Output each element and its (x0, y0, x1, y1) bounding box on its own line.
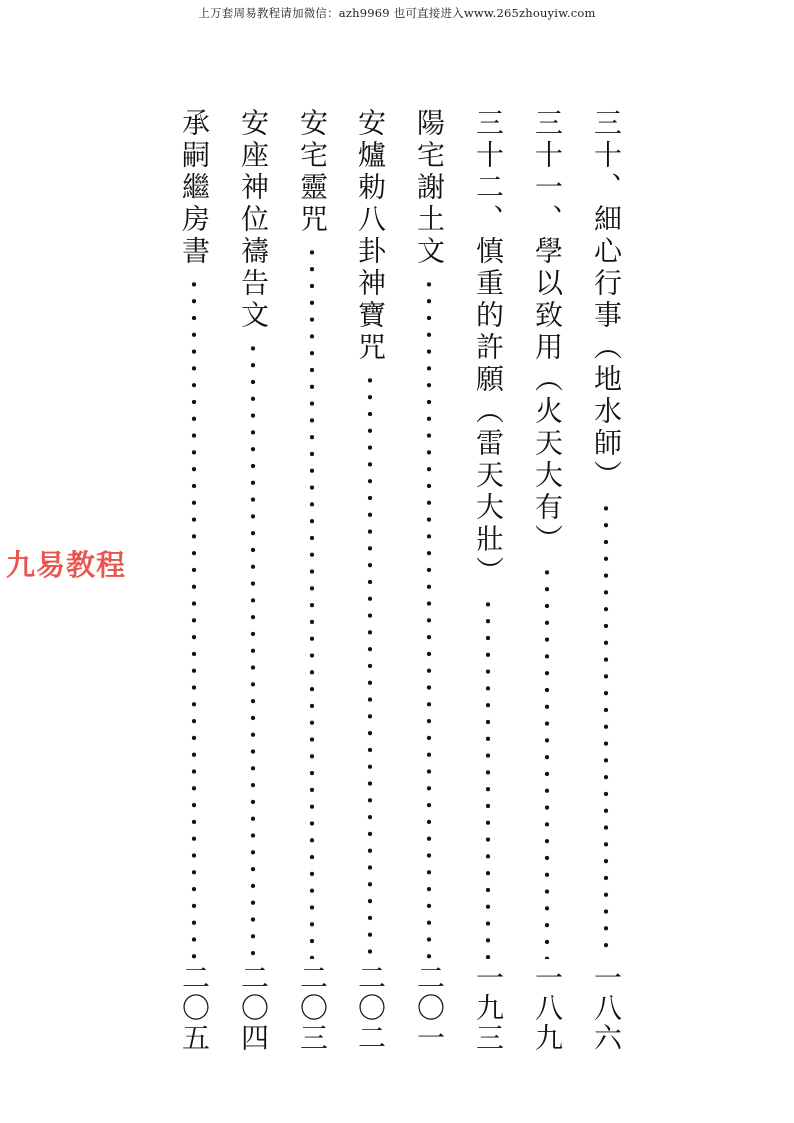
dot-leader (485, 596, 491, 959)
dot-leader (544, 564, 550, 959)
toc-entry-page: 二〇四 (237, 963, 270, 1053)
toc-entry-page: 二〇三 (296, 963, 329, 1053)
toc-entry-page: 一九三 (472, 963, 505, 1053)
toc-entry-page: 一八六 (590, 963, 623, 1053)
toc-entry-page: 一八九 (531, 963, 564, 1053)
toc-entry (290, 108, 334, 1053)
dot-leader (309, 244, 315, 959)
dot-leader (426, 276, 432, 959)
toc-entry-title: 安爐勅八卦神寶咒 (354, 108, 387, 364)
toc-entry (348, 108, 392, 1053)
dot-leader (603, 500, 609, 959)
dot-leader (367, 372, 373, 959)
dot-leader (250, 340, 256, 959)
page-header: 上万套周易教程请加微信：azh9969 也可直接进入www.265zhouyiw.com (198, 6, 596, 20)
toc-entry (407, 108, 451, 1053)
toc-entry-title: 安宅靈咒 (296, 108, 329, 236)
toc-entry (584, 108, 628, 1053)
toc-entry-title: 三十、細心行事（地水師） (590, 108, 623, 492)
toc-entry-title: 安座神位禱告文 (237, 108, 270, 332)
toc-entry (172, 108, 216, 1053)
toc-entry (231, 108, 275, 1053)
toc-entry-title: 承嗣繼房書 (178, 108, 211, 268)
toc-entry-title: 三十一、學以致用（火天大有） (531, 108, 564, 556)
toc-entry-title: 陽宅謝土文 (413, 108, 446, 268)
dot-leader (191, 276, 197, 959)
toc-entry (525, 108, 569, 1053)
toc-entry-page: 二〇一 (413, 963, 446, 1053)
toc-entry-page: 二〇五 (178, 963, 211, 1053)
watermark-logo: 九易教程 (6, 548, 127, 582)
toc-entry (466, 108, 510, 1053)
toc-entry-title: 三十二、慎重的許願（雷天大壯） (472, 108, 505, 588)
toc-entry-page: 二〇二 (354, 963, 387, 1053)
